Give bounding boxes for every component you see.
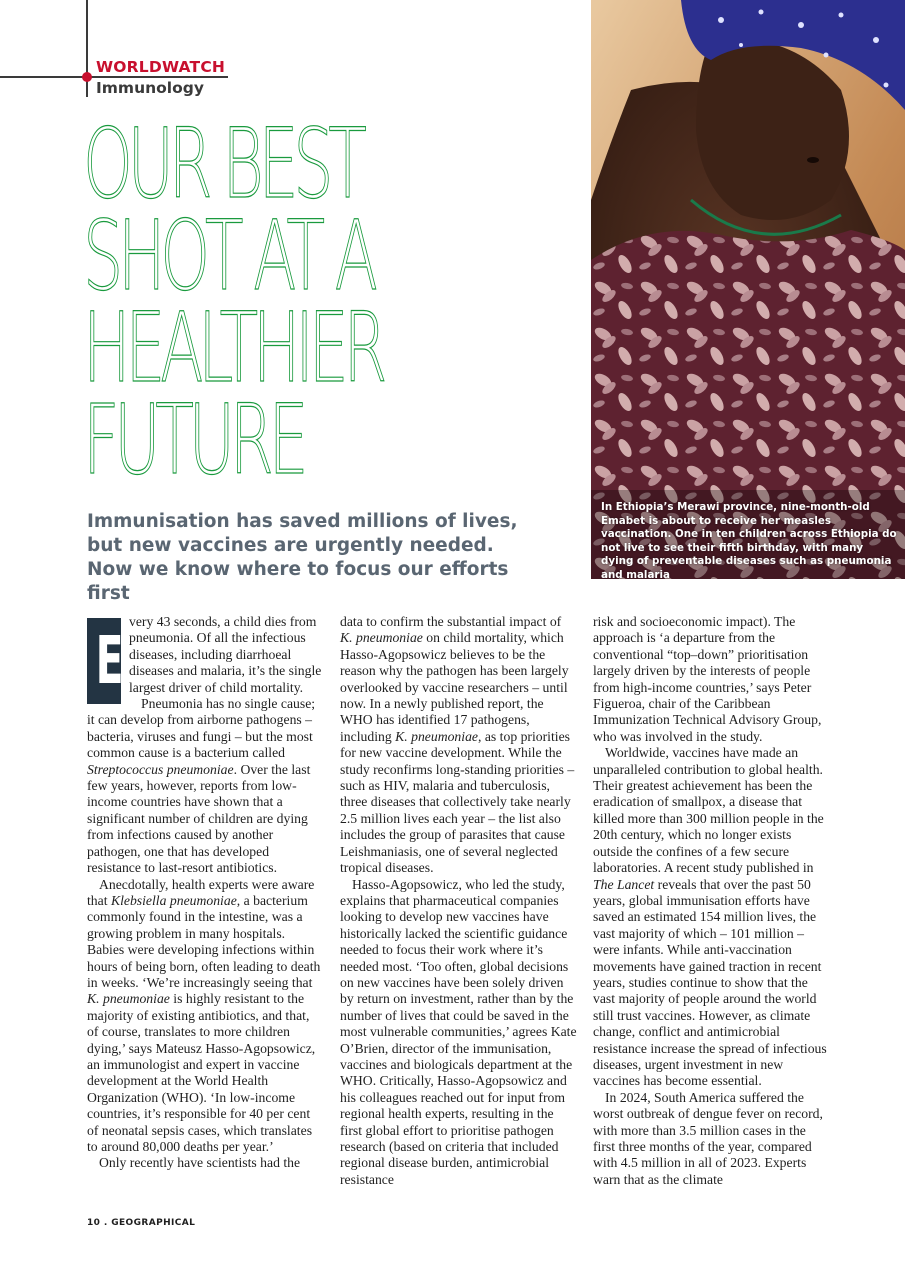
- paragraph: risk and socioeconomic impact). The approach is ‘a departure from the conventional “top–down” prioritisation largely driven by the interests of people from high-income countries,’ says Peter Figueroa, chair of the Caribbean Immunization Technical Advisory Group, who was involved in the study.: [593, 614, 822, 744]
- photo-caption: In Ethiopia’s Merawi province, nine-month-old Emabet is about to receive her measles vaccination. One in ten children across Ethiopia do not live to see their fifth birthday, with many dying of preventable diseases such as pneumonia and malaria: [601, 501, 897, 579]
- photo: [591, 0, 905, 579]
- article-column-1: [87, 614, 324, 1172]
- section-label: WORLDWATCH: [96, 58, 226, 76]
- header-rule-horizontal: [0, 76, 228, 78]
- article-column-3: [593, 614, 830, 1188]
- subsection-label: Immunology: [96, 79, 204, 97]
- drop-cap: E: [87, 618, 121, 704]
- headline-line: HEALTHIER: [83, 292, 383, 404]
- paragraph: very 43 seconds, a child dies from pneumonia. Of all the infectious diseases, including diarrhoeal diseases and malaria, it’s the single largest driver of child mortality.: [129, 614, 322, 695]
- header-rule-vertical: [86, 0, 88, 97]
- paragraph: data to confirm the substantial impact of K. pneumoniae on child mortality, which Hasso-Agopsowicz believes to be the reason why the pathogen has been largely overlooked by vaccine researchers – until now. In a newly published report, the WHO has identified 17 pathogens, including K. pneumoniae, as top priorities for new vaccine development. While the study reconfirms long-standing priorities – such as HIV, malaria and tuberculosis, three diseases that collectively take nearly 2.5 million lives each year – the list also includes the group of parasites that cause Leishmaniasis, one of several neglected tropical diseases.: [340, 614, 575, 876]
- headline-line: SHOT AT A: [83, 200, 373, 312]
- page-footer: 10 . GEOGRAPHICAL: [87, 1218, 196, 1228]
- header-rule-dot: [82, 72, 92, 82]
- paragraph: Hasso-Agopsowicz, who led the study, explains that pharmaceutical companies looking to develop new vaccines have historically lacked the scientific guidance needed to focus their work where it’s needed most. ‘Too often, global decisions on new vaccines have been solely driven by return on investment, rather than by the number of lives that could be saved in the most vulnerable communities,’ agrees Kate O’Brien, director of the immunisation, vaccines and biologicals department at the WHO. Critically, Hasso-Agopsowicz and his colleagues reached out for input from regional health experts, resulting in the first global effort to prioritise pathogen research (based on criteria that included regional disease burden, antimicrobial resistance: [340, 876, 577, 1187]
- standfirst: Immunisation has saved millions of lives, but new vaccines are urgently needed. Now we know where to focus our efforts first: [87, 511, 518, 604]
- photo-illustration: [591, 0, 905, 579]
- article-column-2: [340, 614, 577, 1188]
- paragraph: Worldwide, vaccines have made an unparalleled contribution to global health. Their greatest achievement has been the eradication of smallpox, a disease that killed more than 300 million people in the 20th century, which no longer exists outside the confines of a few secure laboratories. A recent study published in The Lancet reveals that over the past 50 years, global immunisation efforts have saved an estimated 154 million lives, the vast majority of which – 101 million – were infants. While anti-vaccination movements have gained traction in recent years, studies continue to show that the vast majority of people around the world still trust vaccines. However, as climate change, conflict and antimicrobial resistance increase the spread of infectious diseases, urgent investment in new vaccines has become essential.: [593, 745, 827, 1089]
- paragraph: Pneumonia has no single cause; it can develop from airborne pathogens – bacteria, viruses and fungi – but the most common cause is a bacterium called Streptococcus pneumoniae. Over the last few years, however, reports from low-income countries have shown that a significant number of children are dying from infections caused by another pathogen, one that has developed resistance to last-resort antibiotics.: [87, 696, 316, 876]
- paragraph: Only recently have scientists had the: [99, 1155, 301, 1171]
- headline-line: FUTURE: [83, 384, 304, 496]
- paragraph: In 2024, South America suffered the worst outbreak of dengue fever on record, with more than 3.5 million cases in the first three months of the year, compared with 4.5 million in all of 2023. Experts warn that as the climate: [593, 1089, 823, 1187]
- paragraph: Anecdotally, health experts were aware that Klebsiella pneumoniae, a bacterium commonly found in the intestine, was a growing problem in many hospitals. Babies were developing infections within hours of being born, often leading to death in weeks. ‘We’re increasingly seeing that K. pneumoniae is highly resistant to the majority of existing antibiotics, and that, of course, translates to more children dying,’ says Mateusz Hasso-Agopsowicz, an immunologist and expert in vaccine development at the World Health Organization (WHO). ‘In low-income countries, it’s responsible for 40 per cent of neonatal sepsis cases, which translates to around 80,000 deaths per year.’: [87, 876, 321, 1154]
- headline-line: OUR BEST: [83, 108, 362, 220]
- headline: [83, 108, 413, 496]
